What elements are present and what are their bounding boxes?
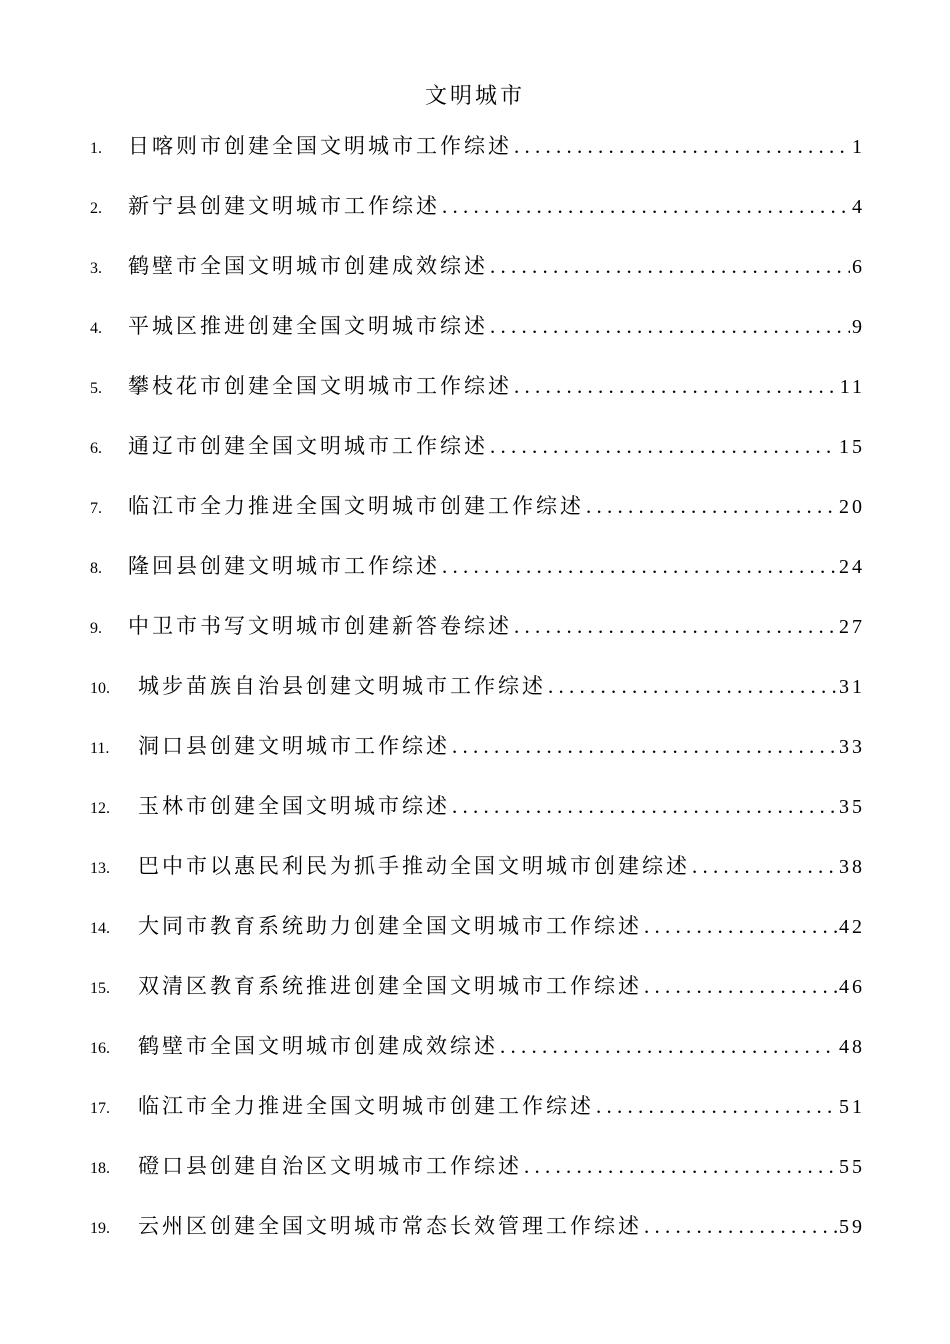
toc-entry-page: 4 [852, 196, 865, 218]
toc-entry[interactable] [90, 848, 865, 908]
toc-entry-title: 临江市全力推进全国文明城市创建工作综述 [128, 494, 584, 518]
toc-entry-title: 平城区推进创建全国文明城市综述 [128, 314, 488, 338]
toc-dot-leader [452, 788, 837, 824]
toc-entry-number: 2. [90, 200, 102, 217]
toc-entry-page: 15 [839, 436, 865, 458]
toc-dot-leader [442, 188, 850, 224]
toc-entry-number: 14. [90, 920, 110, 937]
toc-entry-number: 17. [90, 1100, 110, 1117]
toc-dot-leader [692, 848, 837, 884]
toc-entry[interactable] [90, 548, 865, 608]
toc-dot-leader [452, 728, 837, 764]
toc-dot-leader [644, 908, 837, 944]
toc-entry-number: 15. [90, 980, 110, 997]
toc-entry[interactable] [90, 128, 865, 188]
toc-entry[interactable] [90, 1088, 865, 1148]
toc-entry-page: 27 [839, 616, 865, 638]
toc-entry-title: 城步苗族自治县创建文明城市工作综述 [138, 674, 546, 698]
toc-entry[interactable] [90, 1028, 865, 1088]
toc-entry[interactable] [90, 968, 865, 1028]
toc-entry-page: 55 [839, 1156, 865, 1178]
toc-entry-title: 临江市全力推进全国文明城市创建工作综述 [138, 1094, 594, 1118]
toc-entry[interactable] [90, 608, 865, 668]
toc-entry-number: 9. [90, 620, 102, 637]
toc-entry-number: 8. [90, 560, 102, 577]
toc-entry-title: 鹤壁市全国文明城市创建成效综述 [138, 1034, 498, 1058]
table-of-contents [90, 128, 865, 1268]
toc-dot-leader [644, 1208, 837, 1244]
toc-entry-page: 51 [839, 1096, 865, 1118]
toc-dot-leader [490, 308, 850, 344]
toc-entry-title: 日喀则市创建全国文明城市工作综述 [128, 134, 512, 158]
toc-entry-title: 洞口县创建文明城市工作综述 [138, 734, 450, 758]
toc-entry-page: 48 [839, 1036, 865, 1058]
toc-entry-title: 鹤壁市全国文明城市创建成效综述 [128, 254, 488, 278]
toc-dot-leader [514, 608, 837, 644]
toc-entry-number: 4. [90, 320, 102, 337]
toc-dot-leader [586, 488, 837, 524]
toc-entry-title: 大同市教育系统助力创建全国文明城市工作综述 [138, 914, 642, 938]
toc-dot-leader [490, 248, 850, 284]
toc-entry-page: 1 [852, 136, 865, 158]
toc-entry-page: 42 [839, 916, 865, 938]
toc-entry-page: 6 [852, 256, 865, 278]
toc-entry-page: 24 [839, 556, 865, 578]
toc-entry[interactable] [90, 668, 865, 728]
toc-entry[interactable] [90, 788, 865, 848]
toc-entry[interactable] [90, 308, 865, 368]
toc-entry-number: 12. [90, 800, 110, 817]
toc-entry-page: 20 [839, 496, 865, 518]
toc-entry-page: 11 [839, 376, 865, 398]
document-title: 文明城市 [424, 84, 525, 109]
toc-entry-number: 11. [90, 740, 110, 757]
toc-entry-title: 通辽市创建全国文明城市工作综述 [128, 434, 488, 458]
toc-entry[interactable] [90, 428, 865, 488]
toc-entry-number: 3. [90, 260, 102, 277]
toc-entry-title: 中卫市书写文明城市创建新答卷综述 [128, 614, 512, 638]
toc-entry-title: 玉林市创建全国文明城市综述 [138, 794, 450, 818]
toc-dot-leader [548, 668, 837, 704]
toc-entry-title: 新宁县创建文明城市工作综述 [128, 194, 440, 218]
toc-entry-number: 7. [90, 500, 102, 517]
toc-dot-leader [644, 968, 837, 1004]
toc-entry[interactable] [90, 908, 865, 968]
toc-entry[interactable] [90, 728, 865, 788]
toc-entry-title: 隆回县创建文明城市工作综述 [128, 554, 440, 578]
toc-entry-page: 33 [839, 736, 865, 758]
toc-entry-number: 16. [90, 1040, 110, 1057]
toc-entry-number: 19. [90, 1220, 110, 1237]
toc-entry[interactable] [90, 1148, 865, 1208]
toc-dot-leader [490, 428, 837, 464]
toc-entry-number: 18. [90, 1160, 110, 1177]
toc-entry[interactable] [90, 368, 865, 428]
toc-dot-leader [524, 1148, 837, 1184]
toc-dot-leader [514, 128, 850, 164]
toc-entry-title: 双清区教育系统推进创建全国文明城市工作综述 [138, 974, 642, 998]
toc-entry[interactable] [90, 188, 865, 248]
toc-entry-title: 云州区创建全国文明城市常态长效管理工作综述 [138, 1214, 642, 1238]
toc-entry-page: 31 [839, 676, 865, 698]
toc-entry-number: 10. [90, 680, 110, 697]
toc-dot-leader [596, 1088, 837, 1124]
toc-entry-title: 攀枝花市创建全国文明城市工作综述 [128, 374, 512, 398]
toc-entry-title: 巴中市以惠民利民为抓手推动全国文明城市创建综述 [138, 854, 690, 878]
toc-entry-page: 46 [839, 976, 865, 998]
toc-dot-leader [514, 368, 838, 404]
toc-entry-page: 38 [839, 856, 865, 878]
toc-entry-number: 6. [90, 440, 102, 457]
toc-entry[interactable] [90, 248, 865, 308]
toc-entry-page: 35 [839, 796, 865, 818]
toc-dot-leader [500, 1028, 837, 1064]
toc-entry-number: 13. [90, 860, 110, 877]
toc-entry-number: 5. [90, 380, 102, 397]
toc-entry-title: 磴口县创建自治区文明城市工作综述 [138, 1154, 522, 1178]
toc-dot-leader [442, 548, 837, 584]
toc-entry-page: 9 [852, 316, 865, 338]
toc-entry-number: 1. [90, 140, 102, 157]
toc-entry[interactable] [90, 488, 865, 548]
toc-entry[interactable] [90, 1208, 865, 1268]
toc-entry-page: 59 [839, 1216, 865, 1238]
